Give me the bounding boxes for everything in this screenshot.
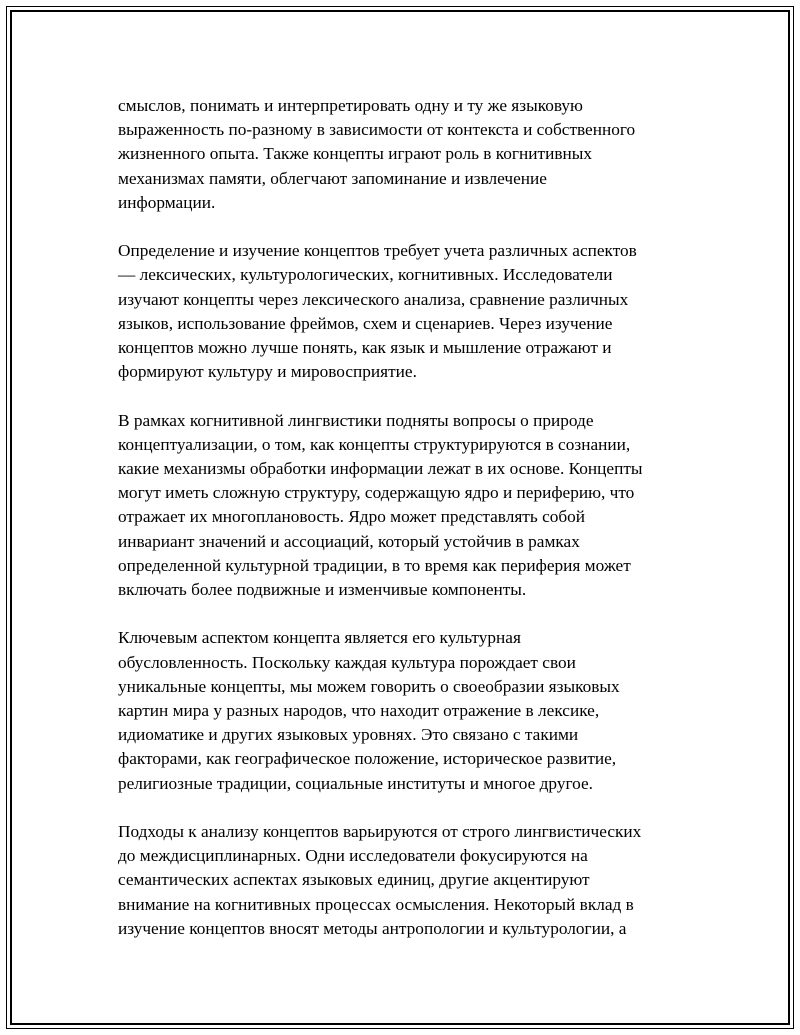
- text-line: семантических аспектах языковых единиц, другие акцентируют: [118, 870, 590, 890]
- text-line: Ключевым аспектом концепта является его культурная: [118, 628, 521, 648]
- text-line: факторами, как географическое положение, историческое развитие,: [118, 749, 617, 769]
- text-line: изучение концептов вносят методы антропологии и культурологии, а: [118, 918, 627, 938]
- text-line: какие механизмы обработки информации лежат в их основе. Концепты: [118, 459, 643, 479]
- text-line: концептов можно лучше понять, как язык и мышление отражают и: [118, 338, 612, 358]
- text-line: могут иметь сложную структуру, содержащую ядро и периферию, что: [118, 483, 635, 503]
- paragraph-4: [118, 626, 688, 795]
- paragraph-2: [118, 239, 688, 384]
- text-line: жизненного опыта. Также концепты играют роль в когнитивных: [118, 144, 592, 164]
- paragraph-1: [118, 94, 688, 215]
- text-line: до междисциплинарных. Одни исследователи фокусируются на: [118, 846, 588, 866]
- text-line: смыслов, понимать и интерпретировать одну и ту же языковую: [118, 96, 583, 115]
- text-line: обусловленность. Поскольку каждая культура порождает свои: [118, 652, 576, 672]
- text-line: выраженность по-разному в зависимости от контекста и собственного: [118, 120, 636, 140]
- text-line: — лексических, культурологических, когнитивных. Исследователи: [118, 265, 613, 285]
- paragraph-3: [118, 409, 688, 603]
- text-line: уникальные концепты, мы можем говорить о своеобразии языковых: [118, 676, 620, 696]
- text-line: В рамках когнитивной лингвистики подняты вопросы о природе: [118, 410, 594, 430]
- text-line: формируют культуру и мировосприятие.: [118, 362, 417, 382]
- text-line: механизмах памяти, облегчают запоминание и извлечение: [118, 168, 547, 188]
- text-line: информации.: [118, 192, 216, 212]
- text-line: идиоматике и других языковых уровнях. Это связано с такими: [118, 725, 579, 745]
- text-line: отражает их многоплановость. Ядро может представлять собой: [118, 507, 586, 527]
- text-line: инвариант значений и ассоциаций, который устойчив в рамках: [118, 531, 580, 551]
- text-line: включать более подвижные и изменчивые компоненты.: [118, 580, 527, 600]
- text-line: религиозные традиции, социальные институты и многое другое.: [118, 773, 593, 793]
- text-line: Подходы к анализу концептов варьируются от строго лингвистических: [118, 822, 642, 842]
- text-line: определенной культурной традиции, в то время как периферия может: [118, 555, 631, 575]
- text-line: Определение и изучение концептов требует учета различных аспектов: [118, 241, 637, 261]
- text-line: языков, использование фреймов, схем и сценариев. Через изучение: [118, 313, 613, 333]
- paragraph-5: [118, 820, 688, 941]
- text-line: изучают концепты через лексического анализа, сравнение различных: [118, 289, 629, 309]
- text-line: внимание на когнитивных процессах осмысления. Некоторый вклад в: [118, 894, 634, 914]
- text-line: концептуализации, о том, как концепты структурируются в сознании,: [118, 434, 631, 454]
- document-body: [118, 94, 688, 965]
- text-line: картин мира у разных народов, что находит отражение в лексике,: [118, 701, 600, 721]
